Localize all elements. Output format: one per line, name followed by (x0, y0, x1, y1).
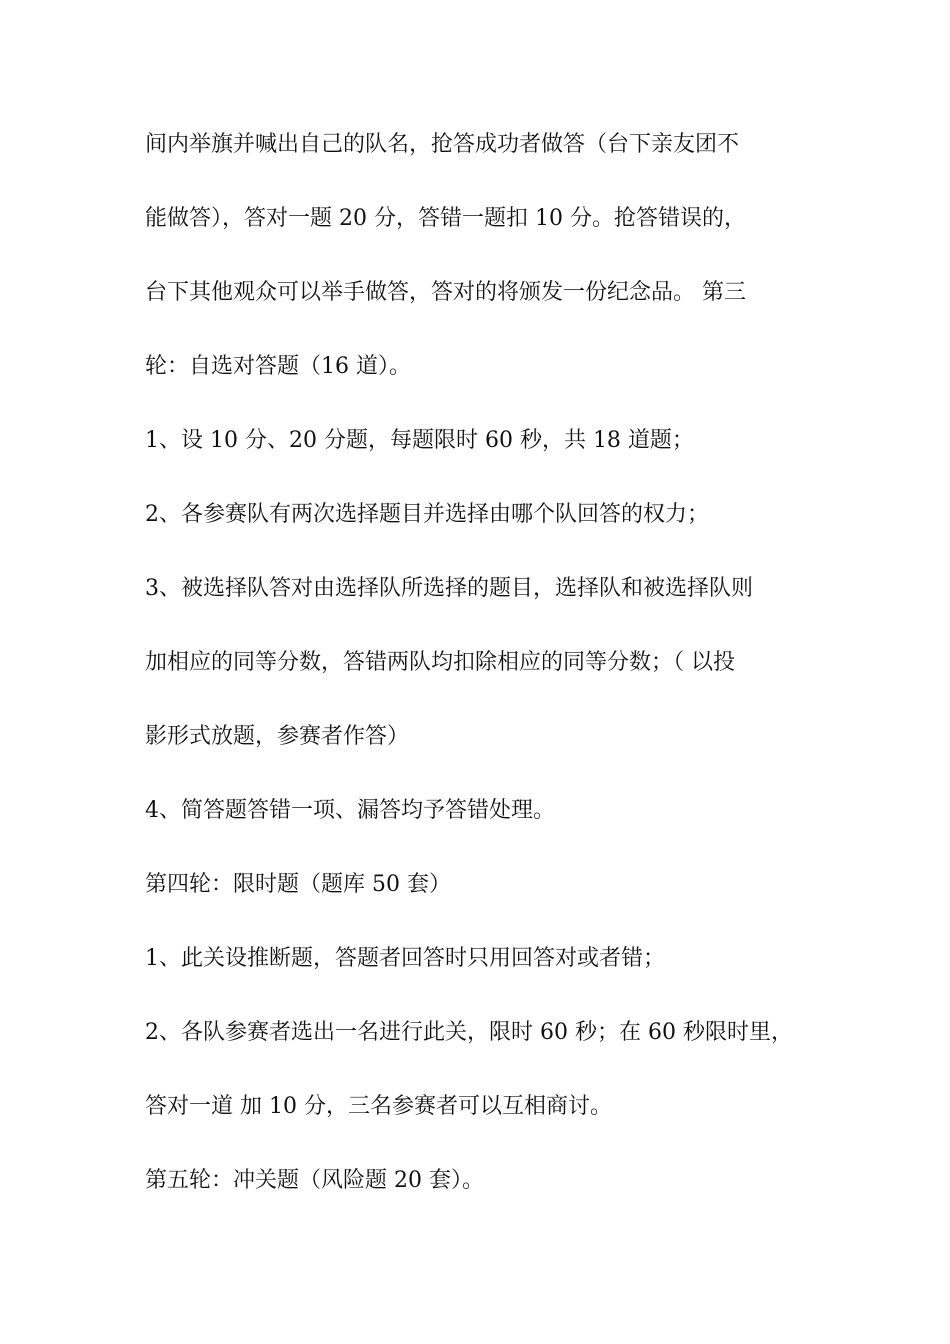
text-line: 答对一道 加 10 分，三名参赛者可以互相商讨。 (145, 1094, 612, 1119)
text-line: 1、此关设推断题，答题者回答时只用回答对或者错； (145, 946, 665, 971)
text-line: 影形式放题，参赛者作答） (145, 724, 410, 749)
text-line: 台下其他观众可以举手做答，答对的将颁发一份纪念品。 第三 (145, 280, 746, 305)
text-line: 间内举旗并喊出自己的队名，抢答成功者做答（台下亲友团不 (145, 132, 740, 157)
text-line: 2、各参赛队有两次选择题目并选择由哪个队回答的权力； (145, 502, 709, 527)
text-line: 3、被选择队答对由选择队所选择的题目，选择队和被选择队则 (145, 576, 753, 601)
text-line: 第四轮：限时题（题库 50 套） (145, 872, 451, 897)
text-line: 4、简答题答错一项、漏答均予答错处理。 (145, 798, 555, 823)
text-line: 2、各队参赛者选出一名进行此关，限时 60 秒；在 60 秒限时里， (145, 1020, 793, 1045)
document-body (145, 132, 845, 1242)
text-line: 能做答），答对一题 20 分，答错一题扣 10 分。抢答错误的， (145, 206, 746, 231)
text-line: 1、设 10 分、20 分题，每题限时 60 秒，共 18 道题； (145, 428, 694, 453)
text-line: 第五轮：冲关题（风险题 20 套）。 (145, 1168, 484, 1193)
text-line: 轮：自选对答题（16 道）。 (145, 354, 411, 379)
text-line: 加相应的同等分数，答错两队均扣除相应的同等分数；（ 以投 (145, 650, 735, 675)
